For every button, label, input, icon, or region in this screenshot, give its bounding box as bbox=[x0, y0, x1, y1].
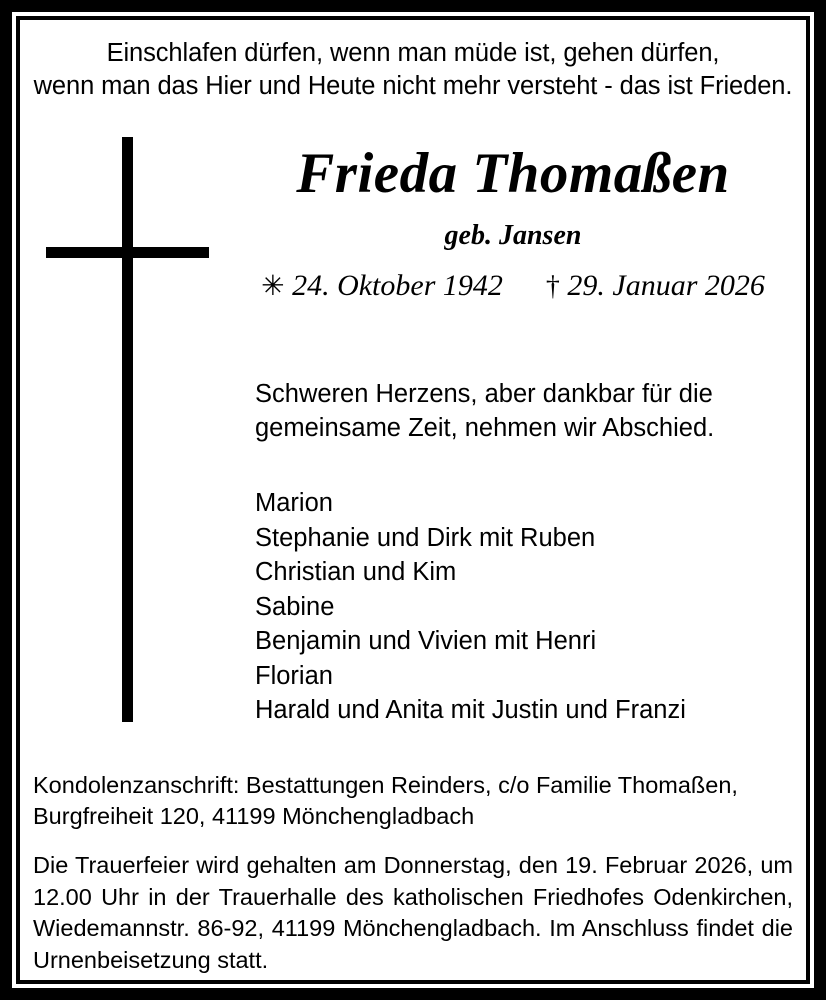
deceased-name-block bbox=[220, 142, 806, 302]
farewell-line-2: gemeinsame Zeit, nehmen wir Abschied. bbox=[255, 413, 715, 442]
cross-vertical-bar bbox=[122, 137, 133, 722]
birth-date: 24. Oktober 1942 bbox=[292, 269, 503, 302]
condolence-address bbox=[33, 770, 793, 831]
list-item: Sabine bbox=[255, 592, 335, 621]
list-item: Benjamin und Vivien mit Henri bbox=[255, 627, 597, 656]
service-text: Die Trauerfeier wird gehalten am Donnerstag, den 19. Februar 2026, um 12.00 Uhr in der Trauerhalle des katholischen Friedhofes Odenkirchen, Wiedemannstr. 86-92, 41199 Mönchengladbach. Im Anschluss findet die Urnenbeisetzung statt. bbox=[33, 852, 793, 973]
epitaph-line-1: Einschlafen dürfen, wenn man müde ist, gehen dürfen, bbox=[106, 39, 720, 67]
maiden-name: geb. Jansen bbox=[444, 220, 582, 251]
list-item: Marion bbox=[255, 489, 333, 517]
epitaph-line-2: wenn man das Hier und Heute nicht mehr versteht - das ist Frieden. bbox=[33, 72, 793, 101]
list-item: Harald und Anita mit Justin und Franzi bbox=[255, 696, 686, 725]
survivors-list bbox=[255, 486, 806, 728]
cross-horizontal-bar bbox=[46, 247, 209, 258]
list-item: Christian und Kim bbox=[255, 558, 457, 587]
death-date: 29. Januar 2026 bbox=[567, 269, 765, 302]
farewell-message bbox=[255, 378, 806, 446]
farewell-line-1: Schweren Herzens, aber dankbar für die bbox=[255, 380, 713, 408]
notice-content bbox=[20, 20, 806, 980]
epitaph-text bbox=[20, 20, 806, 103]
latin-cross-icon bbox=[46, 137, 226, 722]
condolence-line-1: Kondolenzanschrift: Bestattungen Reinders, c/o Familie Thomaßen, bbox=[33, 772, 738, 798]
birth-star-icon: ✳ bbox=[261, 271, 285, 302]
funeral-service-details bbox=[33, 850, 793, 976]
list-item: Florian bbox=[255, 661, 333, 690]
deceased-name: Frieda Thomaßen bbox=[296, 142, 730, 205]
death-dagger-icon: † bbox=[545, 271, 560, 302]
life-dates bbox=[220, 271, 806, 301]
list-item: Stephanie und Dirk mit Ruben bbox=[255, 523, 596, 552]
condolence-line-2: Burgfreiheit 120, 41199 Mönchengladbach bbox=[33, 802, 475, 829]
